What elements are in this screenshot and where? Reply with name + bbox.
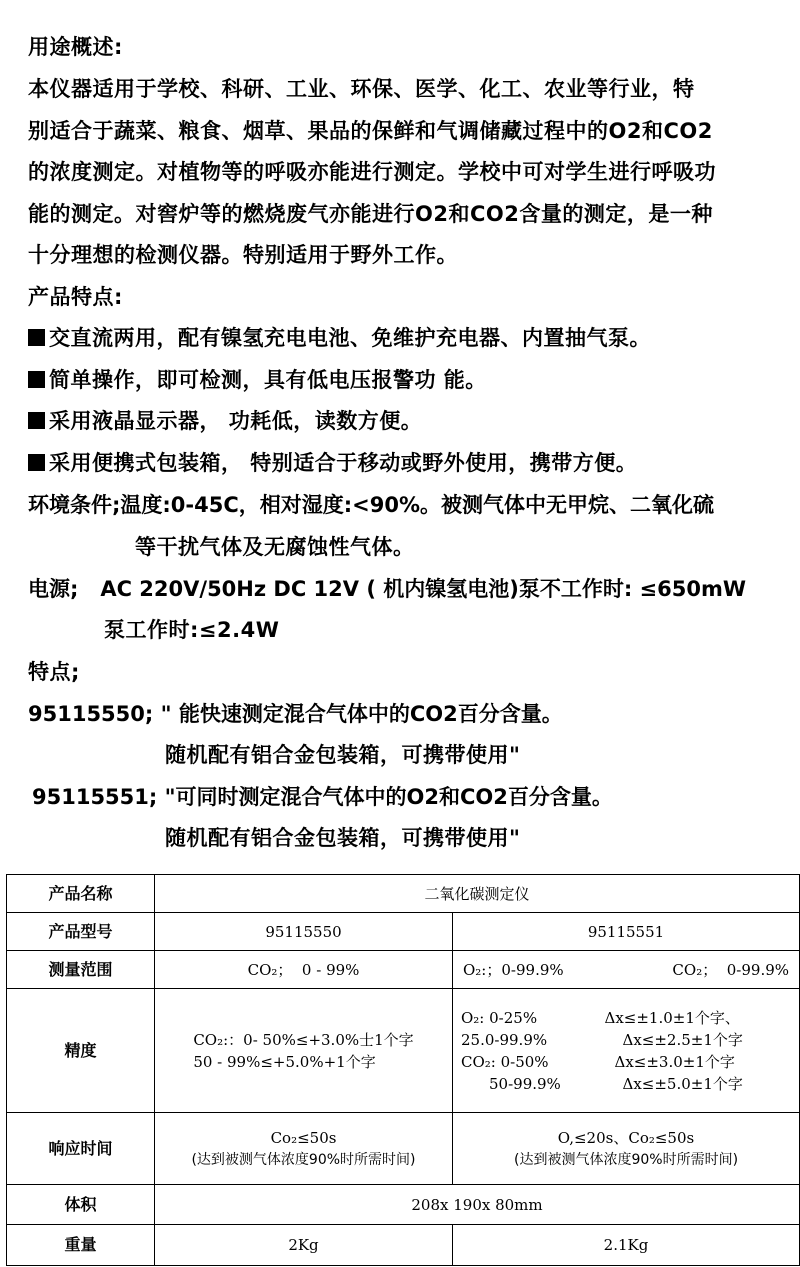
table-row bbox=[7, 1113, 800, 1185]
table-row bbox=[7, 989, 800, 1113]
range-a-value: CO₂； 0 - 99% bbox=[155, 951, 453, 989]
response-a-value bbox=[155, 1113, 453, 1185]
model-a-value: 95115550 bbox=[155, 913, 453, 951]
model-1-desc-line-1: 95115550; " 能快速测定混合气体中的CO2百分含量。 bbox=[28, 702, 563, 726]
feature-item: 简单操作，即可检测，具有低电压报警功 能。 bbox=[28, 365, 487, 395]
bullet-square-icon bbox=[28, 454, 45, 471]
volume-label: 体积 bbox=[7, 1185, 155, 1225]
table-row bbox=[7, 951, 800, 989]
model-label: 产品型号 bbox=[7, 913, 155, 951]
response-a-line: Co₂≤50s bbox=[270, 1128, 337, 1147]
accuracy-b-range: 50-99.9% bbox=[489, 1074, 561, 1093]
environment-line-2: 等干扰气体及无腐蚀性气体。 bbox=[135, 535, 415, 559]
table-row bbox=[7, 1185, 800, 1225]
weight-label: 重量 bbox=[7, 1225, 155, 1266]
response-b-value bbox=[453, 1113, 800, 1185]
table-row bbox=[7, 913, 800, 951]
feature-item: 交直流两用，配有镍氢充电电池、免维护充电器、内置抽气泵。 bbox=[28, 323, 651, 353]
accuracy-label: 精度 bbox=[7, 989, 155, 1113]
product-name-value: 二氧化碳测定仪 bbox=[155, 875, 800, 913]
model-2-desc-line-1: 95115551; "可同时测定混合气体中的O2和CO2百分含量。 bbox=[32, 785, 613, 809]
power-line-2: 泵工作时:≤2.4W bbox=[104, 618, 280, 642]
bullet-square-icon bbox=[28, 412, 45, 429]
specials-heading: 特点; bbox=[28, 660, 80, 684]
accuracy-a-line: CO₂:：0- 50%≤+3.0%士1个字 bbox=[193, 1030, 414, 1049]
model-1-desc-line-2: 随机配有铝合金包装箱，可携带使用" bbox=[165, 743, 521, 767]
accuracy-b-range: CO₂: 0-50% bbox=[461, 1052, 549, 1071]
table-row bbox=[7, 875, 800, 913]
response-a-line: (达到被测气体浓度90%时所需时间) bbox=[191, 1151, 416, 1168]
accuracy-b-tolerance: Δx≤±1.0±1个字、 bbox=[604, 1008, 740, 1027]
accuracy-b-range: O₂: 0-25% bbox=[461, 1008, 538, 1027]
feature-item: 采用液晶显示器， 功耗低，读数方便。 bbox=[28, 406, 422, 436]
accuracy-b-tolerance: Δx≤±5.0±1个字 bbox=[622, 1074, 743, 1093]
usage-line-5: 十分理想的检测仪器。特别适用于野外工作。 bbox=[28, 243, 458, 267]
response-b-line: (达到被测气体浓度90%时所需时间) bbox=[513, 1151, 739, 1168]
bullet-square-icon bbox=[28, 371, 45, 388]
response-time-label: 响应时间 bbox=[7, 1113, 155, 1185]
accuracy-a-value bbox=[155, 989, 453, 1113]
environment-line-1: 环境条件;温度:0-45C，相对湿度:<90%。被测气体中无甲烷、二氧化硫 bbox=[28, 493, 715, 517]
accuracy-b-range: 25.0-99.9% bbox=[461, 1030, 548, 1049]
feature-item: 采用便携式包装箱， 特别适合于移动或野外使用，携带方便。 bbox=[28, 448, 637, 478]
bullet-square-icon bbox=[28, 329, 45, 346]
volume-value: 208x 190x 80mm bbox=[155, 1185, 800, 1225]
features-heading: 产品特点: bbox=[28, 285, 123, 309]
accuracy-b-tolerance: Δx≤±2.5±1个字 bbox=[622, 1030, 743, 1049]
range-label: 测量范围 bbox=[7, 951, 155, 989]
usage-line-1: 本仪器适用于学校、科研、工业、环保、医学、化工、农业等行业，特 bbox=[28, 77, 695, 101]
usage-line-2: 别适合于蔬菜、粮食、烟草、果品的保鲜和气调储藏过程中的O2和CO2 bbox=[28, 119, 713, 143]
range-b-o2: O₂:；0-99.9% bbox=[463, 960, 564, 979]
power-line-1: 电源; AC 220V/50Hz DC 12V ( 机内镍氢电池)泵不工作时: ≤650mW bbox=[28, 577, 747, 601]
product-name-label: 产品名称 bbox=[7, 875, 155, 913]
range-b-co2: CO₂； 0-99.9% bbox=[672, 960, 790, 979]
range-b-value bbox=[453, 951, 800, 989]
accuracy-b-tolerance: Δx≤±3.0±1个字 bbox=[614, 1052, 735, 1071]
usage-heading: 用途概述: bbox=[28, 35, 123, 59]
model-2-desc-line-2: 随机配有铝合金包装箱，可携带使用" bbox=[165, 826, 521, 850]
table-row bbox=[7, 1225, 800, 1266]
usage-line-3: 的浓度测定。对植物等的呼吸亦能进行测定。学校中可对学生进行呼吸功 bbox=[28, 160, 716, 184]
usage-line-4: 能的测定。对窖炉等的燃烧废气亦能进行O2和CO2含量的测定，是一种 bbox=[28, 202, 713, 226]
accuracy-a-line: 50 - 99%≤+5.0%+1个字 bbox=[193, 1052, 376, 1071]
spec-table bbox=[6, 874, 800, 1266]
weight-a-value: 2Kg bbox=[155, 1225, 453, 1266]
weight-b-value: 2.1Kg bbox=[453, 1225, 800, 1266]
response-b-line: O,≤20s、Co₂≤50s bbox=[557, 1128, 695, 1147]
model-b-value: 95115551 bbox=[453, 913, 800, 951]
accuracy-b-value bbox=[453, 989, 800, 1113]
